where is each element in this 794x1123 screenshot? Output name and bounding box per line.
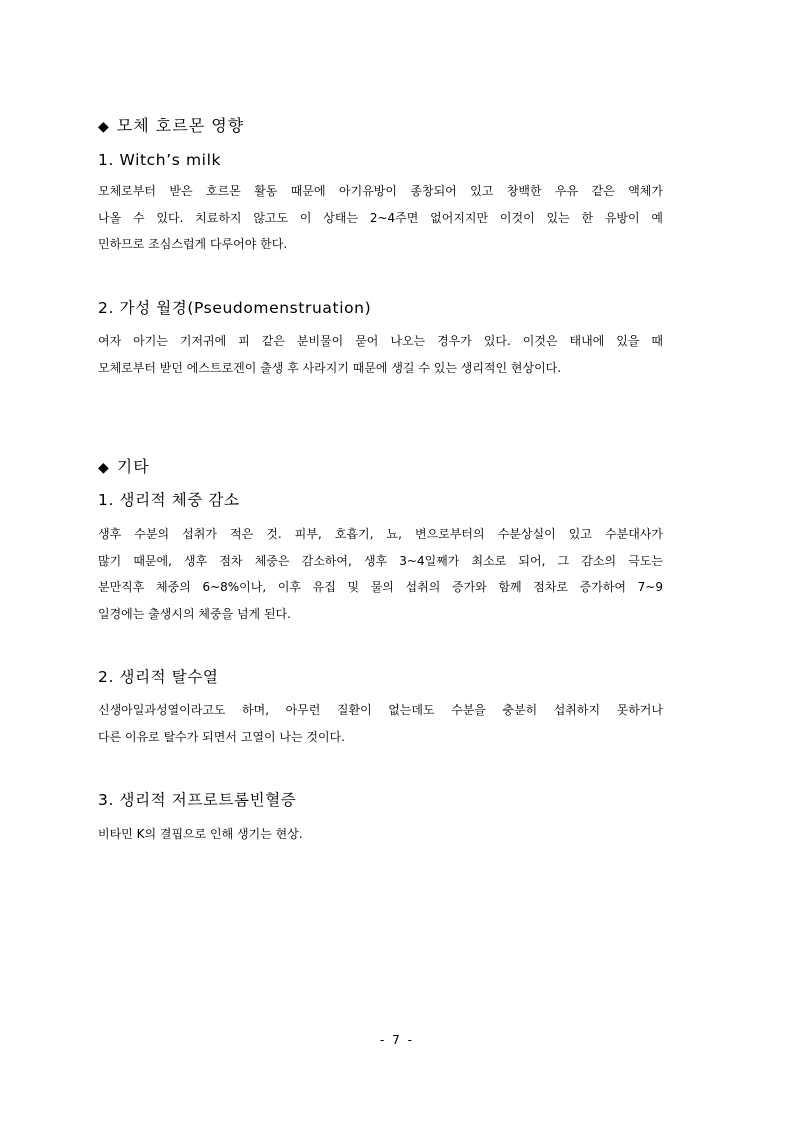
text-line: 나올 수 있다. 치료하지 않고도 이 상태는 2~4주면 없어지지만 이것이 있는 한 유방이 예 (98, 210, 663, 225)
subheading-pseudomenstruation: 2. 가성 월경(Pseudomenstruation) (98, 299, 372, 317)
subheading-dehydration-fever: 2. 생리적 탈수열 (98, 668, 219, 686)
text-line: 많기 때문에, 생후 점차 체중은 감소하여, 생후 3~4일째가 최소로 되어, 그 감소의 극도는 (98, 553, 663, 568)
diamond-bullet-icon: ◆ (98, 460, 109, 476)
text-line: 민하므로 조심스럽게 다루어야 한다. (98, 237, 288, 251)
section-heading-text: 모체 호르몬 영향 (116, 116, 245, 135)
text-line: 신생아일과성열이라고도 하며, 아무런 질환이 없는데도 수분을 충분히 섭취하지 못하거나 (98, 703, 663, 717)
paragraph-witchs-milk (98, 178, 663, 258)
subheading-hypoprothrombinemia: 3. 생리적 저프로트롬빈혈증 (98, 791, 297, 809)
text-line: 생후 수분의 섭취가 적은 것. 피부, 호흡기, 뇨, 변으로부터의 수분상실이 있고 수분대사가 (98, 527, 663, 541)
paragraph-pseudomenstruation (98, 328, 663, 381)
text-line: 모체로부터 받은 호르몬 활동 때문에 아기유방이 종창되어 있고 창백한 우유 같은 액체가 (98, 184, 663, 198)
section-heading-maternal-hormones (98, 116, 698, 137)
paragraph-physiological-weight-loss (98, 521, 663, 627)
paragraph-hypoprothrombinemia (98, 821, 663, 848)
text-line: 다른 이유로 탈수가 되면서 고열이 나는 것이다. (98, 729, 345, 744)
page-number: - 7 - (380, 1033, 414, 1047)
text-line: 비타민 K의 결핍으로 인해 생기는 현상. (98, 827, 303, 841)
section-heading-other (98, 457, 698, 478)
text-line: 일경에는 출생시의 체중을 넘게 된다. (98, 606, 291, 621)
text-line: 분만직후 체중의 6~8%이나, 이후 유집 및 물의 섭취의 증가와 함께 점차로 증가하여 7~9 (98, 580, 663, 594)
paragraph-dehydration-fever (98, 697, 663, 750)
diamond-bullet-icon: ◆ (98, 119, 109, 135)
section-heading-text: 기타 (116, 457, 150, 476)
text-line: 모체로부터 받던 에스트로겐이 출생 후 사라지기 때문에 생길 수 있는 생리적인 현상이다. (98, 360, 562, 375)
subheading-physiological-weight-loss: 1. 생리적 체중 감소 (98, 491, 240, 509)
text-line: 여자 아기는 기저귀에 피 같은 분비물이 묻어 나오는 경우가 있다. 이것은 태내에 있을 때 (98, 334, 663, 348)
subheading-witchs-milk: 1. Witch’s milk (98, 151, 222, 169)
